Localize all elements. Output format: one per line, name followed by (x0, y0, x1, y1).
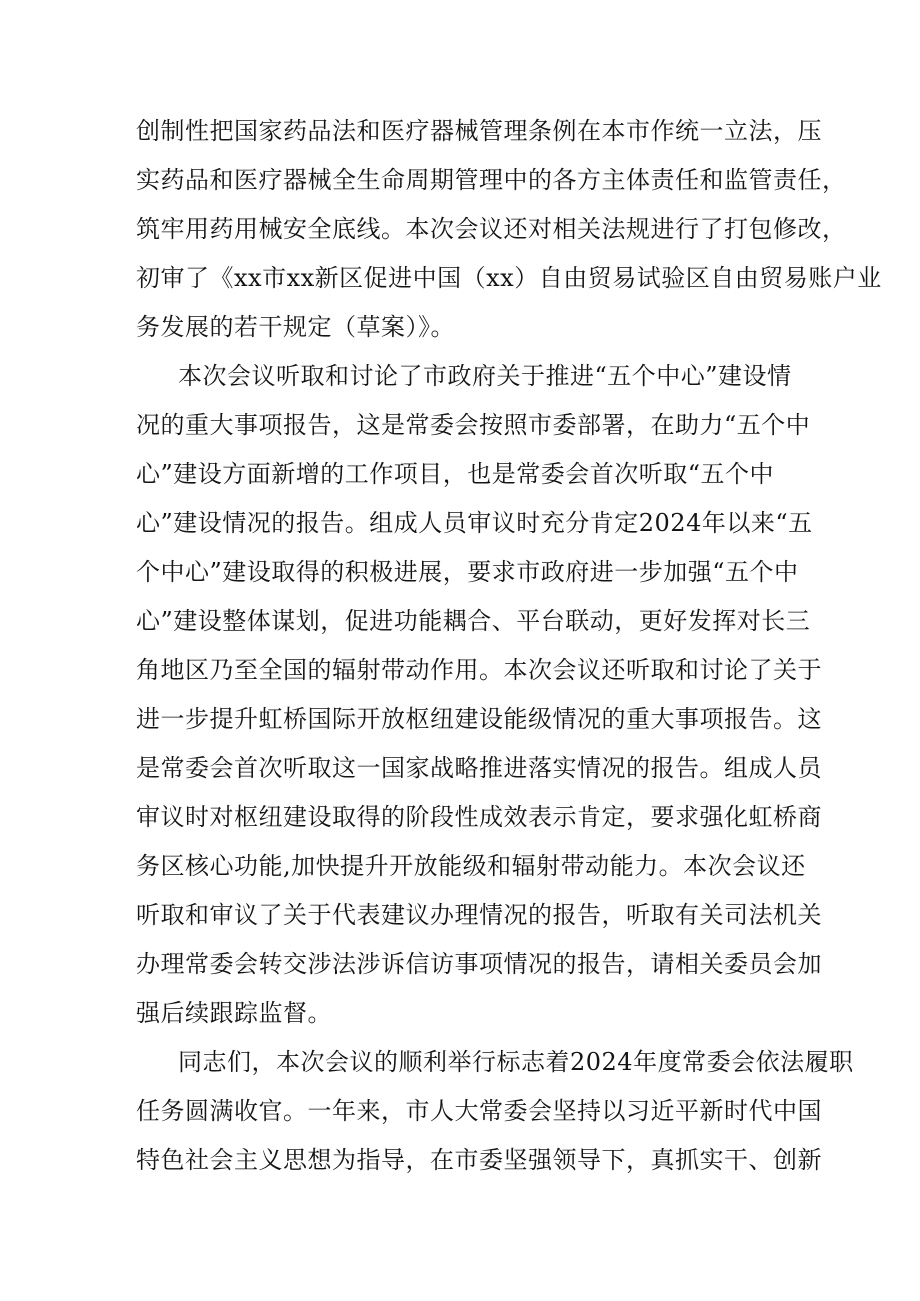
text-line: 是常委会首次听取这一国家战略推进落实情况的报告。组成人员 (136, 754, 822, 782)
text-line: 心”建设方面新增的工作项目，也是常委会首次听取“五个中 (136, 460, 775, 488)
text-line: 强后续跟踪监督。 (136, 999, 332, 1027)
text-line: 务发展的若干规定（草案）》。 (136, 313, 455, 341)
text-line: 实药品和医疗器械全生命周期管理中的各方主体责任和监管责任， (136, 166, 847, 194)
text-line: 进一步提升虹桥国际开放枢纽建设能级情况的重大事项报告。这 (136, 705, 822, 733)
paragraph-first-line: 本次会议听取和讨论了市政府关于推进“五个中心”建设情 (178, 362, 792, 390)
text-line: 初审了《xx市xx新区促进中国（xx）自由贸易试验区自由贸易账户业 (136, 264, 882, 292)
text-line: 务区核心功能,加快提升开放能级和辐射带动能力。本次会议还 (136, 852, 806, 880)
text-line: 筑牢用药用械安全底线。本次会议还对相关法规进行了打包修改， (136, 215, 847, 243)
text-line: 听取和审议了关于代表建议办理情况的报告，听取有关司法机关 (136, 901, 822, 929)
text-line: 心”建设情况的报告。组成人员审议时充分肯定2024年以来“五 (136, 509, 813, 537)
text-line: 审议时对枢纽建设取得的阶段性成效表示肯定，要求强化虹桥商 (136, 803, 822, 831)
text-line: 心”建设整体谋划，促进功能耦合、平台联动，更好发挥对长三 (136, 607, 811, 635)
text-line: 创制性把国家药品法和医疗器械管理条例在本市作统一立法，压 (136, 117, 822, 145)
text-line: 个中心”建设取得的积极进展，要求市政府进一步加强“五个中 (136, 558, 799, 586)
text-line: 任务圆满收官。一年来，市人大常委会坚持以习近平新时代中国 (136, 1097, 822, 1125)
text-line: 角地区乃至全国的辐射带动作用。本次会议还听取和讨论了关于 (136, 656, 822, 684)
text-line: 办理常委会转交涉法涉诉信访事项情况的报告，请相关委员会加 (136, 950, 822, 978)
paragraph-first-line: 同志们，本次会议的顺利举行标志着2024年度常委会依法履职 (178, 1048, 854, 1076)
text-line: 特色社会主义思想为指导，在市委坚强领导下，真抓实干、创新 (136, 1146, 822, 1174)
text-line: 况的重大事项报告，这是常委会按照市委部署，在助力“五个中 (136, 411, 811, 439)
